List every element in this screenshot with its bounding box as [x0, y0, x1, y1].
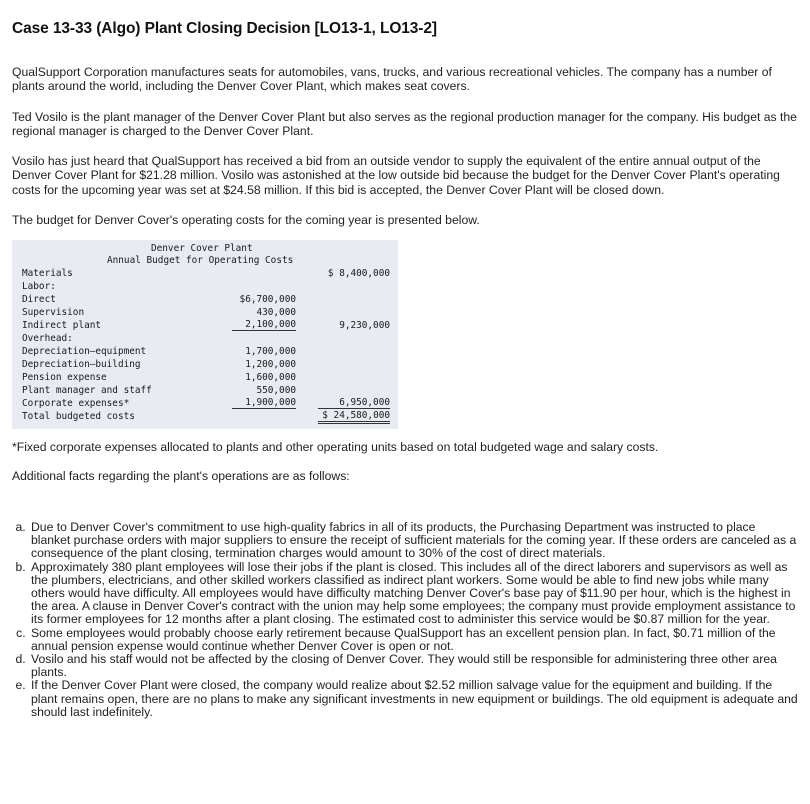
budget-row-col1: $6,700,000: [239, 294, 296, 306]
budget-row: [22, 397, 398, 410]
budget-row-col2: 6,950,000: [318, 397, 390, 409]
budget-row: [22, 267, 398, 280]
budget-row: [22, 306, 398, 319]
budget-row-label: Corporate expenses*: [22, 398, 130, 410]
bid-paragraph: Vosilo has just heard that QualSupport has received a bid from an outside vendor to supply the equivalent of the entire annual output of the Denver Cover Plant for $21.28 million. Vosilo was astonished at the low outside bid because the budget for the Denver Cover Plant's operating costs for the upcoming year was set at $24.58 million. If this bid is accepted, the Denver Cover Plant will be closed down.: [12, 154, 780, 197]
manager-paragraph: Ted Vosilo is the plant manager of the Denver Cover Plant but also serves as the regional production manager for the company. His budget as the regional manager is charged to the Denver Cover Plant.: [12, 109, 797, 138]
budget-row-label: Direct: [22, 294, 56, 306]
budget-row: [22, 384, 398, 397]
fact-item: b. Approximately 380 plant employees will lose their jobs if the plant is closed. This includes all of the direct laborers and supervisors as well as the plumbers, electricians, and other skilled workers classified as indirect plant workers. Some would be able to find new jobs while many others would have difficulty. All employees would have difficulty matching Denver Cover's base pay of $11.90 per hour, which is the highest in the area. A clause in Denver Cover's contract with the union may help some employees; the company must provide employment assistance to its former employees for 12 months after a plant closing. The estimated cost to administer this service would be $0.87 million for the year.: [29, 561, 798, 627]
budget-row-label: Plant manager and staff: [22, 385, 152, 397]
budget-row-label: Total budgeted costs: [22, 411, 135, 423]
budget-row-label: Supervision: [22, 307, 85, 319]
budget-row-col2: 9,230,000: [339, 320, 390, 332]
budget-table-rows: [22, 267, 398, 423]
budget-row-col1: 430,000: [256, 307, 296, 319]
budget-row: [22, 293, 398, 306]
budget-table: [12, 240, 398, 429]
budget-row: [22, 410, 398, 423]
budget-row-label: Depreciation—equipment: [22, 346, 147, 358]
budget-row: [22, 345, 398, 358]
budget-row: [22, 371, 398, 384]
budget-row-col1: 550,000: [256, 385, 296, 397]
fact-item: c. Some employees would probably choose early retirement because QualSupport has an excellent pension plan. In fact, $0.71 million of the annual pension expense would continue whether Denver Cover is open or not.: [29, 627, 798, 653]
fact-item: a. Due to Denver Cover's commitment to use high-quality fabrics in all of its products, the Purchasing Department was instructed to place blanket purchase orders with major suppliers to ensure the receipt of sufficient materials for the coming year. If these orders are canceled as a consequence of the plant closing, termination charges would amount to 30% of the cost of direct materials.: [29, 521, 798, 561]
budget-row-label: Depreciation—building: [22, 359, 141, 371]
budget-row-col1: 1,900,000: [232, 397, 296, 409]
budget-row-col2: $ 8,400,000: [327, 268, 390, 280]
facts-intro: Additional facts regarding the plant's operations are as follows:: [12, 468, 350, 483]
budget-row-col1: 1,200,000: [245, 359, 296, 371]
fact-item: e. If the Denver Cover Plant were closed, the company would realize about $2.52 million salvage value for the equipment and building. If the plant remains open, there are no plans to make any significant investments in new equipment or buildings. The old equipment is adequate and should last indefinitely.: [29, 679, 798, 719]
intro-paragraph: QualSupport Corporation manufactures seats for automobiles, vans, trucks, and various recreational vehicles. The company has a number of plants around the world, including the Denver Cover Plant, which makes seat covers.: [12, 65, 772, 94]
budget-row-label: Indirect plant: [22, 320, 102, 332]
budget-table-title: [22, 243, 398, 267]
budget-row: [22, 319, 398, 332]
budget-row-label: Pension expense: [22, 372, 107, 384]
budget-row: [22, 358, 398, 371]
budget-row-label: Overhead:: [22, 333, 73, 345]
page-title: Case 13-33 (Algo) Plant Closing Decision [LO13-1, LO13-2]: [12, 20, 437, 37]
budget-row-col1: 1,600,000: [245, 372, 296, 384]
budget-row-col1: 2,100,000: [232, 319, 296, 331]
budget-row-label: Materials: [22, 268, 73, 280]
budget-intro-paragraph: The budget for Denver Cover's operating costs for the coming year is presented below.: [12, 213, 480, 228]
fact-item: d. Vosilo and his staff would not be affected by the closing of Denver Cover. They would still be responsible for administering three other area plants.: [29, 653, 798, 679]
budget-row: [22, 280, 398, 293]
budget-table-title-line2: Annual Budget for Operating Costs: [107, 255, 294, 267]
budget-table-title-line1: Denver Cover Plant: [151, 243, 253, 255]
budget-row: [22, 332, 398, 345]
facts-list: [12, 521, 798, 719]
budget-row-label: Labor:: [22, 281, 56, 293]
budget-row-col2: $ 24,580,000: [318, 410, 390, 424]
table-footnote: *Fixed corporate expenses allocated to plants and other operating units based on total budgeted wage and salary costs.: [12, 440, 659, 455]
budget-row-col1: 1,700,000: [245, 346, 296, 358]
